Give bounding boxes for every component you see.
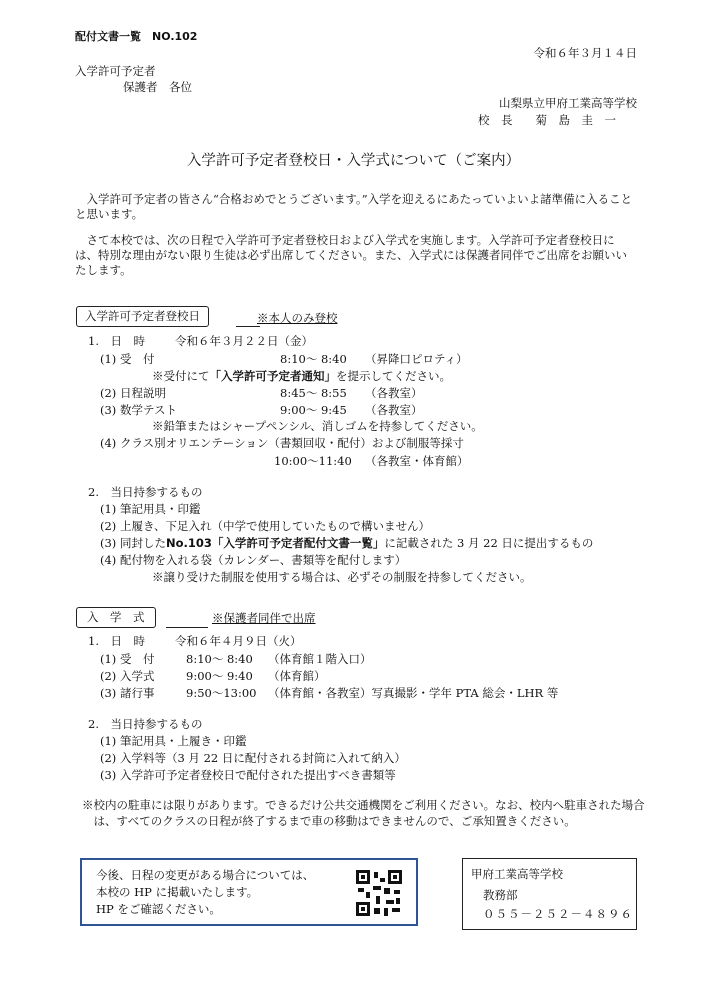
section1-schedule-label: 1. 日 時 [88, 334, 145, 348]
section1-bring-label: 2. 当日持参するもの [88, 485, 203, 499]
document-number: 配付文書一覧 NO.102 [75, 30, 198, 43]
document-title: 入学許可予定者登校日・入学式について（ご案内） [186, 153, 521, 169]
section2-item-place: （体育館） [268, 669, 326, 683]
section1-item-place: （昇降口ピロティ） [365, 352, 468, 366]
section1-item-time: 8:10～ 8:40 [280, 352, 347, 366]
contact-department: 教務部 [483, 888, 518, 902]
sender-school: 山梨県立甲府工業高等学校 [499, 96, 637, 110]
section2-bring-item: (3) 入学許可予定者登校日で配付された提出すべき書類等 [100, 768, 396, 782]
contact-box [462, 858, 637, 930]
section2-item-label: (1) 受 付 [100, 652, 155, 666]
section2-schedule-label: 1. 日 時 [88, 634, 145, 648]
qr-code-icon[interactable] [356, 870, 402, 916]
section2-note: ※保護者同伴で出席 [212, 611, 316, 625]
section1-note: ※本人のみ登校 [257, 311, 338, 325]
section1-item-time: 9:00～ 9:45 [280, 403, 347, 417]
section1-item-time: 8:45～ 8:55 [280, 386, 347, 400]
section2-heading: 入 学 式 [76, 607, 156, 628]
sender-principal: 校 長 菊 島 圭 一 [478, 113, 616, 127]
section2-item-time: 8:10～ 8:40 [186, 652, 253, 666]
hp-notice-line1: 今後、日程の変更がある場合については、 [96, 868, 315, 882]
section2-item-time: 9:00～ 9:40 [186, 669, 253, 683]
section2-item-place: （体育館１階入口） [268, 652, 372, 666]
section2-schedule-date: 令和６年４月９日（火） [175, 634, 302, 648]
section1-bring-item-3: (3) 同封したNo.103「入学許可予定者配付文書一覧」に記載された 3 月 22 日に提出するもの [100, 536, 594, 550]
section1-item-place: （各教室・体育館） [365, 454, 469, 468]
section1-item-place: （各教室） [365, 403, 423, 417]
addressee-line2: 保護者 各位 [123, 80, 192, 94]
section1-item-label: (3) 数学テスト [100, 403, 177, 417]
section1-bring-item: (1) 筆記用具・印鑑 [100, 502, 201, 516]
section1-item-label: (4) クラス別オリエンテーション（書類回収・配付）および制服等採寸 [100, 436, 464, 450]
intro-paragraph-2: さて本校では、次の日程で入学許可予定者登校日および入学式を実施します。入学許可予定者登校日には、特別な理由がない限り生徒は必ず出席してください。また、入学式には保護者同伴でご出席をお願いいたします。 [75, 233, 627, 277]
section2-item-label: (2) 入学式 [100, 669, 155, 683]
section2-heading-rule [166, 627, 208, 628]
section1-heading-rule [236, 326, 260, 327]
section2-bring-label: 2. 当日持参するもの [88, 717, 203, 731]
section2-bring-item: (2) 入学料等（3 月 22 日に配付される封筒に入れて納入） [100, 751, 406, 765]
hp-notice-line2: 本校の HP に掲載いたします。 [96, 885, 259, 899]
section1-item-label: (1) 受 付 [100, 352, 155, 366]
section1-note3: ※鉛筆またはシャープペンシル、消しゴムを持参してください。 [152, 419, 483, 433]
section2-item-place: （体育館・各教室）写真撮影・学年 PTA 総会・LHR 等 [268, 686, 559, 700]
section1-item-time: 10:00～11:40 [274, 454, 352, 468]
parking-note: ※校内の駐車には限りがあります。できるだけ公共交通機関をご利用ください。なお、校内へ駐車された場合は、すべてのクラスの日程が終了するまで車の移動はできませんので、ご承知置きください。 [82, 798, 645, 829]
section1-heading: 入学許可予定者登校日 [76, 306, 209, 327]
issue-date: 令和６年３月１４日 [533, 46, 637, 60]
section1-item-place: （各教室） [365, 386, 423, 400]
section2-item-time: 9:50～13:00 [186, 686, 257, 700]
section1-schedule-date: 令和６年３月２２日（金） [175, 334, 313, 348]
section1-bring-item: (4) 配付物を入れる袋（カレンダー、書類等を配付します） [100, 553, 407, 567]
section1-item-label: (2) 日程説明 [100, 386, 166, 400]
section1-bring-note: ※譲り受けた制服を使用する場合は、必ずその制服を持参してください。 [152, 570, 532, 584]
hp-notice-line3: HP をご確認ください。 [96, 902, 221, 916]
hp-notice-box [80, 858, 418, 926]
section2-item-label: (3) 諸行事 [100, 686, 155, 700]
section2-bring-item: (1) 筆記用具・上履き・印鑑 [100, 734, 247, 748]
contact-phone: ０５５－２５２－４８９６ [483, 907, 633, 921]
section1-note1: ※受付にて「入学許可予定者通知」を提示してください。 [152, 369, 451, 383]
section1-bring-item: (2) 上履き、下足入れ（中学で使用していたもので構いません） [100, 519, 430, 533]
addressee-line1: 入学許可予定者 [75, 64, 156, 78]
contact-school: 甲府工業高等学校 [471, 867, 563, 881]
intro-paragraph-1: 入学許可予定者の皆さん“合格おめでとうございます。”入学を迎えるにあたっていよいよ諸準備に入ることと思います。 [75, 192, 633, 221]
